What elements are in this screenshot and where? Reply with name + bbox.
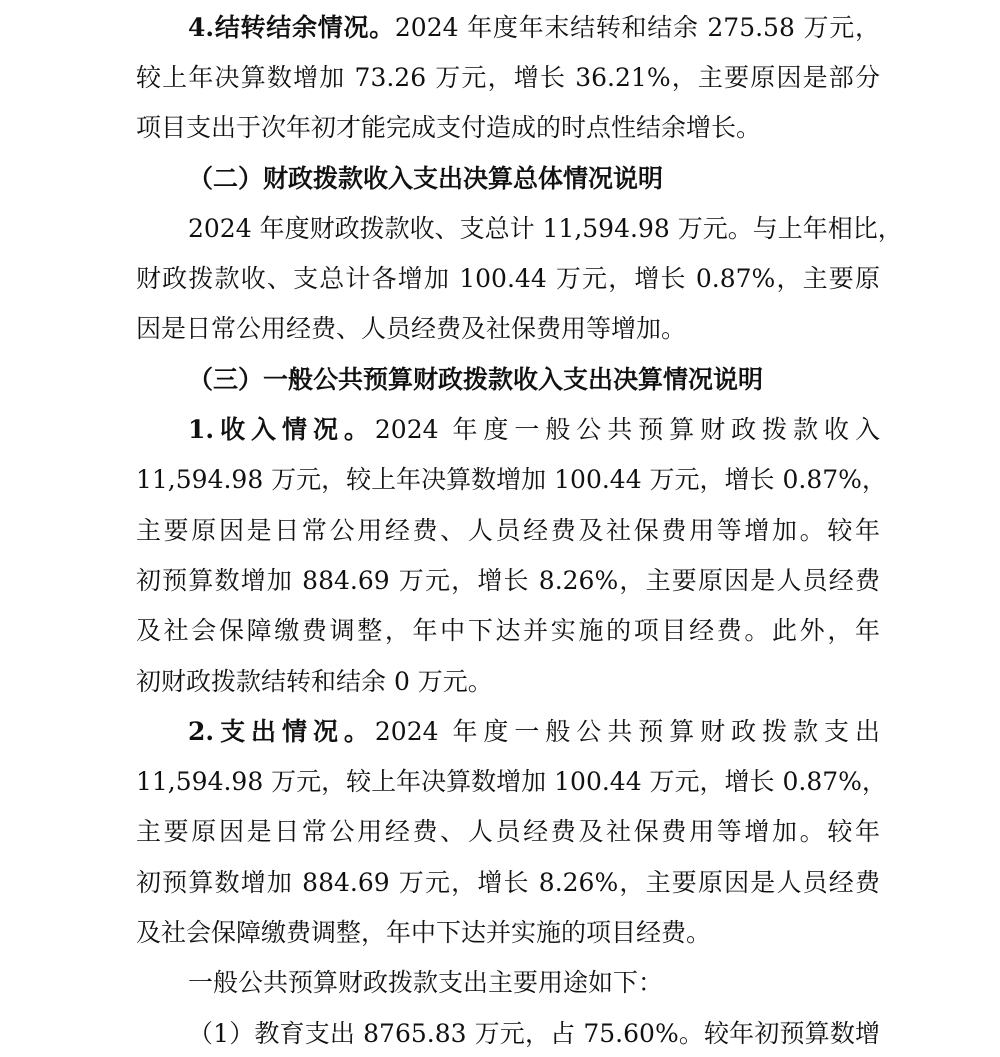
paragraph-line: 因是日常公用经费、人员经费及社保费用等增加。 — [136, 314, 687, 343]
section-heading: 4.结转结余情况。 — [188, 13, 395, 42]
paragraph-line: 主要原因是日常公用经费、人员经费及社保费用等增加。较年 — [136, 516, 880, 545]
paragraph-line — [188, 714, 880, 750]
paragraph-line: 11,594.98 万元，较上年决算数增加 100.44 万元，增长 0.87%， — [136, 767, 887, 796]
paragraph-line — [188, 10, 880, 46]
paragraph-line: 项目支出于次年初才能完成支付造成的时点性结余增长。 — [136, 113, 762, 142]
subsection-heading: （二）财政拨款收入支出决算总体情况说明 — [188, 164, 664, 193]
paragraph-line: 11,594.98 万元，较上年决算数增加 100.44 万元，增长 0.87%， — [136, 465, 887, 494]
paragraph-line: 较上年决算数增加 73.26 万元，增长 36.21%，主要原因是部分 — [136, 63, 880, 92]
paragraph-line: 及社会保障缴费调整，年中下达并实施的项目经费。此外，年 — [136, 616, 880, 645]
paragraph-line: 财政拨款收、支总计各增加 100.44 万元，增长 0.87%，主要原 — [136, 264, 880, 293]
paragraph-line: （1）教育支出 8765.83 万元，占 75.60%。较年初预算数增 — [188, 1019, 880, 1048]
paragraph-line — [188, 412, 880, 448]
line-text: 2024 年度年末结转和结余 275.58 万元， — [394, 13, 880, 42]
paragraph-line: 2024 年度财政拨款收、支总计 11,594.98 万元。与上年相比， — [188, 214, 903, 243]
line-text: 2024 年度一般公共预算财政拨款支出 — [374, 717, 880, 746]
subsection-heading: （三）一般公共预算财政拨款收入支出决算情况说明 — [188, 365, 764, 394]
paragraph-line: 初财政拨款结转和结余 0 万元。 — [136, 667, 493, 696]
paragraph-line: 一般公共预算财政拨款支出主要用途如下： — [188, 968, 664, 997]
paragraph-line: 初预算数增加 884.69 万元，增长 8.26%，主要原因是人员经费 — [136, 868, 880, 897]
section-heading: 2.支出情况。 — [188, 717, 375, 746]
paragraph-line: 主要原因是日常公用经费、人员经费及社保费用等增加。较年 — [136, 817, 880, 846]
section-heading: 1.收入情况。 — [188, 415, 375, 444]
line-text: 2024 年度一般公共预算财政拨款收入 — [374, 415, 880, 444]
paragraph-line: 初预算数增加 884.69 万元，增长 8.26%，主要原因是人员经费 — [136, 566, 880, 595]
paragraph-line: 及社会保障缴费调整，年中下达并实施的项目经费。 — [136, 918, 712, 947]
